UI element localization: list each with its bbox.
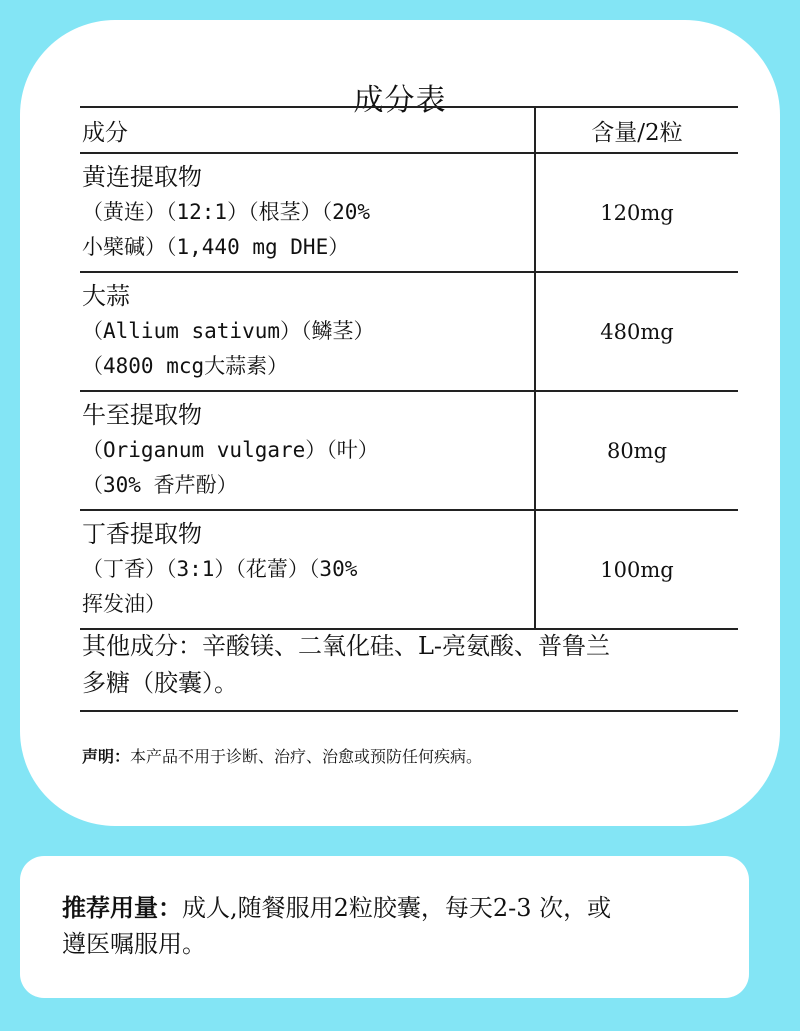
dosage-label: 推荐用量： <box>62 894 182 922</box>
dosage-text <box>62 890 742 962</box>
table-row <box>80 391 738 510</box>
ingredient-detail: （Origanum vulgare）（叶） <box>82 438 379 462</box>
dosage-card <box>20 856 749 998</box>
ingredient-detail: （Allium sativum）（鳞茎） <box>82 319 375 343</box>
ingredient-detail: 小檗碱）（1,440 mg DHE） <box>82 235 350 259</box>
ingredient-detail: （4800 mcg大蒜素） <box>82 354 289 378</box>
ingredient-cell <box>80 154 534 271</box>
table-title: 成分表 <box>353 83 447 118</box>
ingredient-amount: 120mg <box>535 153 738 272</box>
header-amount: 含量/2粒 <box>535 107 738 153</box>
header-ingredient: 成分 <box>80 107 535 153</box>
table-row <box>80 153 738 272</box>
ingredient-cell <box>80 273 534 390</box>
ingredient-amount: 100mg <box>535 510 738 629</box>
table-row <box>80 272 738 391</box>
ingredients-card <box>20 20 780 826</box>
disclaimer-text: 本产品不用于诊断、治疗、治愈或预防任何疾病。 <box>130 747 483 766</box>
ingredient-name: 牛至提取物 <box>82 401 202 429</box>
ingredient-detail: （黄连）（12:1）（根茎）（20% <box>82 200 371 224</box>
ingredient-detail: 挥发油） <box>82 592 166 616</box>
dosage-line: 成人,随餐服用2粒胶囊，每天2-3 次，或 <box>182 894 612 922</box>
ingredient-name: 丁香提取物 <box>82 520 202 548</box>
ingredient-detail: （30% 香芹酚） <box>82 473 238 497</box>
ingredient-detail: （丁香）（3:1）（花蕾）（30% <box>82 557 358 581</box>
ingredient-cell <box>80 392 534 509</box>
other-ingredients-line: 其他成分：辛酸镁、二氧化硅、L-亮氨酸、普鲁兰 <box>82 632 611 660</box>
disclaimer-label: 声明： <box>82 747 131 766</box>
ingredient-amount: 80mg <box>535 391 738 510</box>
ingredient-name: 黄连提取物 <box>82 163 202 191</box>
table-header-row <box>80 107 738 153</box>
ingredient-amount: 480mg <box>535 272 738 391</box>
other-ingredients <box>80 628 740 702</box>
divider <box>80 710 738 712</box>
ingredient-name: 大蒜 <box>82 282 130 310</box>
ingredients-table <box>80 106 738 630</box>
other-ingredients-line: 多糖（胶囊）。 <box>82 669 238 697</box>
ingredient-cell <box>80 511 534 628</box>
dosage-line: 遵医嘱服用。 <box>62 930 206 958</box>
table-row <box>80 510 738 629</box>
disclaimer <box>82 744 482 767</box>
